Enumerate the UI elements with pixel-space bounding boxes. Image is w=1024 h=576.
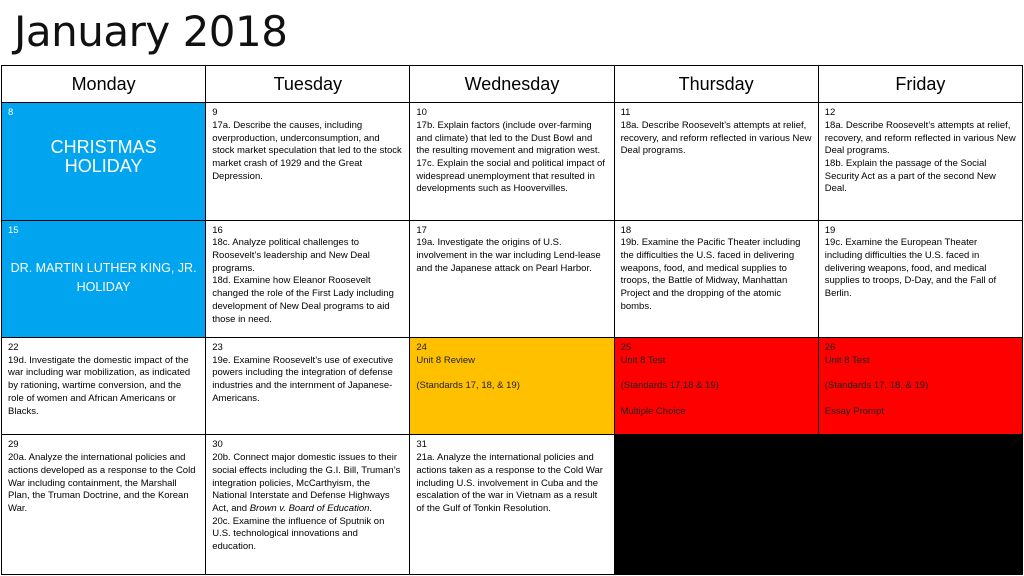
test-format-label: Essay Prompt	[824, 405, 884, 417]
day-cell-16	[206, 220, 410, 337]
day-number: 8	[8, 107, 14, 119]
day-cell-29	[2, 435, 206, 575]
day-number: 10	[416, 107, 427, 119]
day-cell-15	[2, 220, 206, 337]
standard-text: 17c. Explain the social and political impact of widespread unemployment that resulted in developments such as Hoovervilles.	[416, 157, 605, 195]
day-cell-24	[410, 338, 614, 435]
day-number: 26	[824, 342, 836, 354]
header-wednesday: Wednesday	[410, 66, 614, 103]
test-label: Unit 8 Test	[620, 354, 666, 366]
week-row	[2, 220, 1023, 337]
standard-text: 20c. Examine the influence of Sputnik on U.S. technological innovations and education.	[212, 515, 385, 553]
day-number: 15	[8, 224, 19, 236]
day-number: 11	[620, 107, 631, 119]
page-title: January 2018	[14, 7, 288, 56]
day-number: 30	[212, 439, 223, 451]
standard-text: 17b. Explain factors (include over-farming and climate) that led to the Dust Bowl and the resulting movement and migration west.	[416, 119, 601, 157]
day-cell-9	[206, 103, 410, 220]
standard-text: 19a. Investigate the origins of U.S. involvement in the war including Lend-lease and the Japanese attack on Pearl Harbor.	[416, 237, 601, 274]
standard-text: 20b. Connect major domestic issues to their social effects including the G.I. Bill, Truman’s integration policies, McCarthyism, the National Interstate and Defense Highways Act, and Brown v. Board of Education.	[212, 452, 401, 514]
calendar-grid	[1, 65, 1023, 575]
review-label: Unit 8 Review	[416, 354, 475, 366]
day-cell-30	[206, 435, 410, 575]
day-cell-19	[818, 220, 1022, 337]
empty-day-cell	[614, 435, 818, 575]
day-cell-22	[2, 338, 206, 435]
day-cell-18	[614, 220, 818, 337]
header-friday: Friday	[818, 66, 1022, 103]
week-row	[2, 338, 1023, 435]
standards-label: (Standards 17,18 & 19)	[620, 380, 719, 392]
day-number: 23	[212, 342, 223, 354]
day-cell-11	[614, 103, 818, 220]
header-monday: Monday	[2, 66, 206, 103]
day-number: 29	[8, 439, 19, 451]
day-cell-31	[410, 435, 614, 575]
standard-text: 19e. Examine Roosevelt’s use of executive powers including the integration of defense industries and the internment of Japanese-Americans.	[212, 354, 394, 404]
test-format-label: Multiple Choice	[620, 405, 686, 417]
day-cell-8	[2, 103, 206, 220]
test-label: Unit 8 Test	[824, 354, 870, 366]
day-number: 22	[8, 342, 19, 354]
empty-day-cell	[818, 435, 1022, 575]
day-number: 9	[212, 107, 218, 119]
standard-text: 21a. Analyze the international policies and actions taken as a response to the Cold War including U.S. involvement in Cuba and the escalation of the war in Vietnam as a result of the Gulf of Tonkin Resolution.	[416, 452, 603, 514]
day-cell-23	[206, 338, 410, 435]
day-number: 18	[620, 224, 632, 236]
day-number: 31	[416, 439, 427, 451]
standards-label: (Standards 17, 18, & 19)	[416, 380, 520, 392]
day-number: 16	[212, 224, 223, 236]
header-tuesday: Tuesday	[206, 66, 410, 103]
day-number: 12	[824, 107, 836, 119]
header-thursday: Thursday	[614, 66, 818, 103]
standard-text: 18c. Analyze political challenges to Roosevelt’s leadership and New Deal programs.	[212, 237, 370, 274]
day-cell-26	[818, 338, 1022, 435]
day-cell-10	[410, 103, 614, 220]
week-row	[2, 103, 1023, 220]
day-number: 19	[824, 224, 836, 236]
standard-text: 18d. Examine how Eleanor Roosevelt changed the role of the First Lady including development of New Deal programs to aid those in need.	[212, 275, 394, 325]
day-cell-12	[818, 103, 1022, 220]
week-row	[2, 435, 1023, 575]
holiday-label: CHRISTMAS HOLIDAY	[50, 136, 157, 176]
standard-text: 18a. Describe Roosevelt’s attempts at relief, recovery, and reform reflected in various New Deal programs.	[620, 119, 812, 157]
day-cell-17	[410, 220, 614, 337]
standard-text: 17a. Describe the causes, including overproduction, underconsumption, and stock market speculation that led to the stock market crash of 1929 and the Great Depression.	[212, 119, 402, 182]
standard-text: 19c. Examine the European Theater including difficulties the U.S. faced in delivering weapons, food, and medical supplies to troops, D-Day, and the Fall of Berlin.	[824, 237, 997, 300]
day-number: 25	[620, 342, 632, 354]
standards-label: (Standards 17, 18, & 19)	[824, 380, 929, 392]
case-name: Brown v. Board of Education	[249, 502, 370, 514]
holiday-label: DR. MARTIN LUTHER KING, JR. HOLIDAY	[10, 261, 197, 295]
standard-text: 18b. Explain the passage of the Social Security Act as a part of the second New Deal.	[824, 157, 996, 195]
standard-text: 19d. Investigate the domestic impact of the war including war mobilization, as indicated by rationing, wartime conversion, and the role of women and African Americans or Blacks.	[8, 354, 191, 417]
standard-text: 20a. Analyze the international policies and actions developed as a response to the Cold War including containment, the Marshall Plan, the Truman Doctrine, and the Korean War.	[8, 452, 196, 514]
day-number: 17	[416, 224, 427, 236]
standard-text: 18a. Describe Roosevelt’s attempts at relief, recovery, and reform reflected in various New Deal programs.	[824, 119, 1016, 157]
day-cell-25	[614, 338, 818, 435]
day-number: 24	[416, 342, 427, 354]
weekday-header-row	[2, 66, 1023, 103]
standard-text: 19b. Examine the Pacific Theater including the difficulties the U.S. faced in delivering weapons, food, and medical supplies to troops, the Battle of Midway, Manhattan Project and the dropping of the atomic bombs.	[620, 237, 801, 312]
